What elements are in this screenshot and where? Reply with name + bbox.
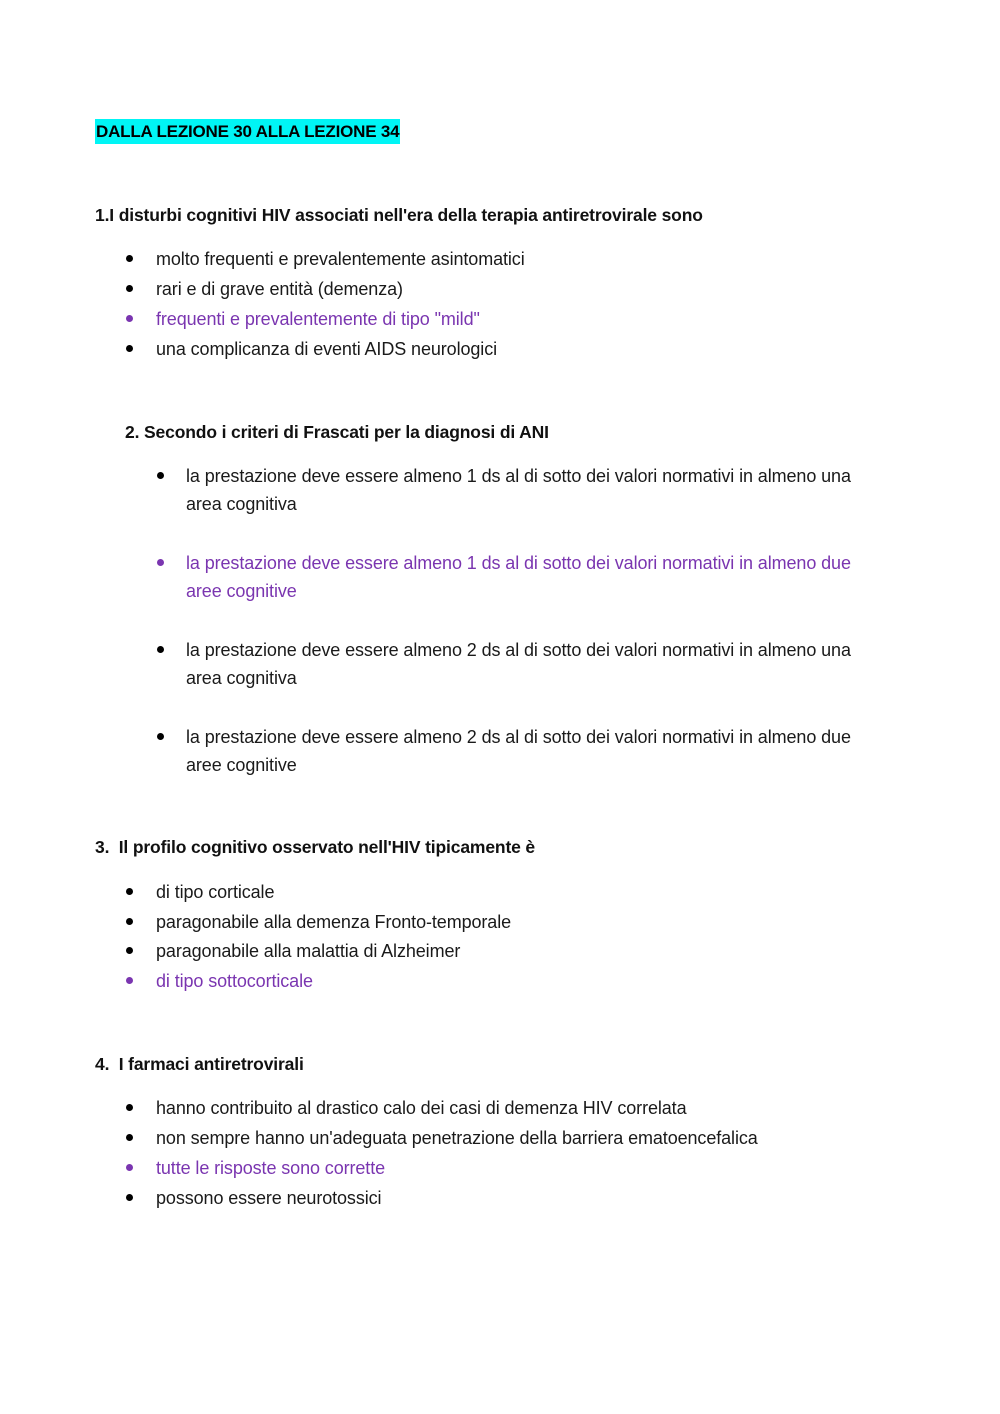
bullet-icon [126,977,133,984]
bullet-icon [157,472,164,479]
bullet-icon [126,1164,133,1171]
answer-option: la prestazione deve essere almeno 2 ds al di sotto dei valori normativi in almeno una area cognitiva [186,640,851,688]
bullet-icon [126,255,133,262]
answer-option: possono essere neurotossici [156,1188,382,1208]
question-title: 3. Il profilo cognitivo osservato nell'HIV tipicamente è [95,837,536,857]
answer-option: di tipo corticale [156,882,275,902]
bullet-icon [126,1194,133,1201]
bullet-icon [157,646,164,653]
bullet-icon [157,559,164,566]
answer-option: la prestazione deve essere almeno 2 ds al di sotto dei valori normativi in almeno due aree cognitive [186,727,851,775]
answer-option: hanno contribuito al drastico calo dei casi di demenza HIV correlata [156,1098,687,1118]
bullet-icon [126,1104,133,1111]
question-title: 2. Secondo i criteri di Frascati per la diagnosi di ANI [125,422,549,442]
bullet-icon [126,285,133,292]
question-title: 4. I farmaci antiretrovirali [95,1054,304,1074]
bullet-icon [126,918,133,925]
answer-option: una complicanza di eventi AIDS neurologici [156,339,497,359]
bullet-icon [126,315,133,322]
answer-option-correct: di tipo sottocorticale [156,971,313,991]
bullet-icon [126,345,133,352]
answer-option: paragonabile alla demenza Fronto-temporale [156,912,512,932]
answer-option: rari e di grave entità (demenza) [156,279,403,299]
question-title: 1.I disturbi cognitivi HIV associati nell'era della terapia antiretrovirale sono [95,205,703,225]
answer-option-correct: la prestazione deve essere almeno 1 ds al di sotto dei valori normativi in almeno due aree cognitive [186,553,851,601]
bullet-icon [126,947,133,954]
answer-option-correct: tutte le risposte sono corrette [156,1158,386,1178]
answer-option: molto frequenti e prevalentemente asintomatici [156,249,525,269]
bullet-icon [126,888,133,895]
bullet-icon [126,1134,133,1141]
answer-option: non sempre hanno un'adeguata penetrazione della barriera ematoencefalica [156,1128,758,1148]
section-header: DALLA LEZIONE 30 ALLA LEZIONE 34 [95,119,400,144]
answer-option-correct: frequenti e prevalentemente di tipo "mild" [156,309,480,329]
answer-option: la prestazione deve essere almeno 1 ds al di sotto dei valori normativi in almeno una area cognitiva [186,466,851,514]
bullet-icon [157,733,164,740]
answer-option: paragonabile alla malattia di Alzheimer [156,941,461,961]
